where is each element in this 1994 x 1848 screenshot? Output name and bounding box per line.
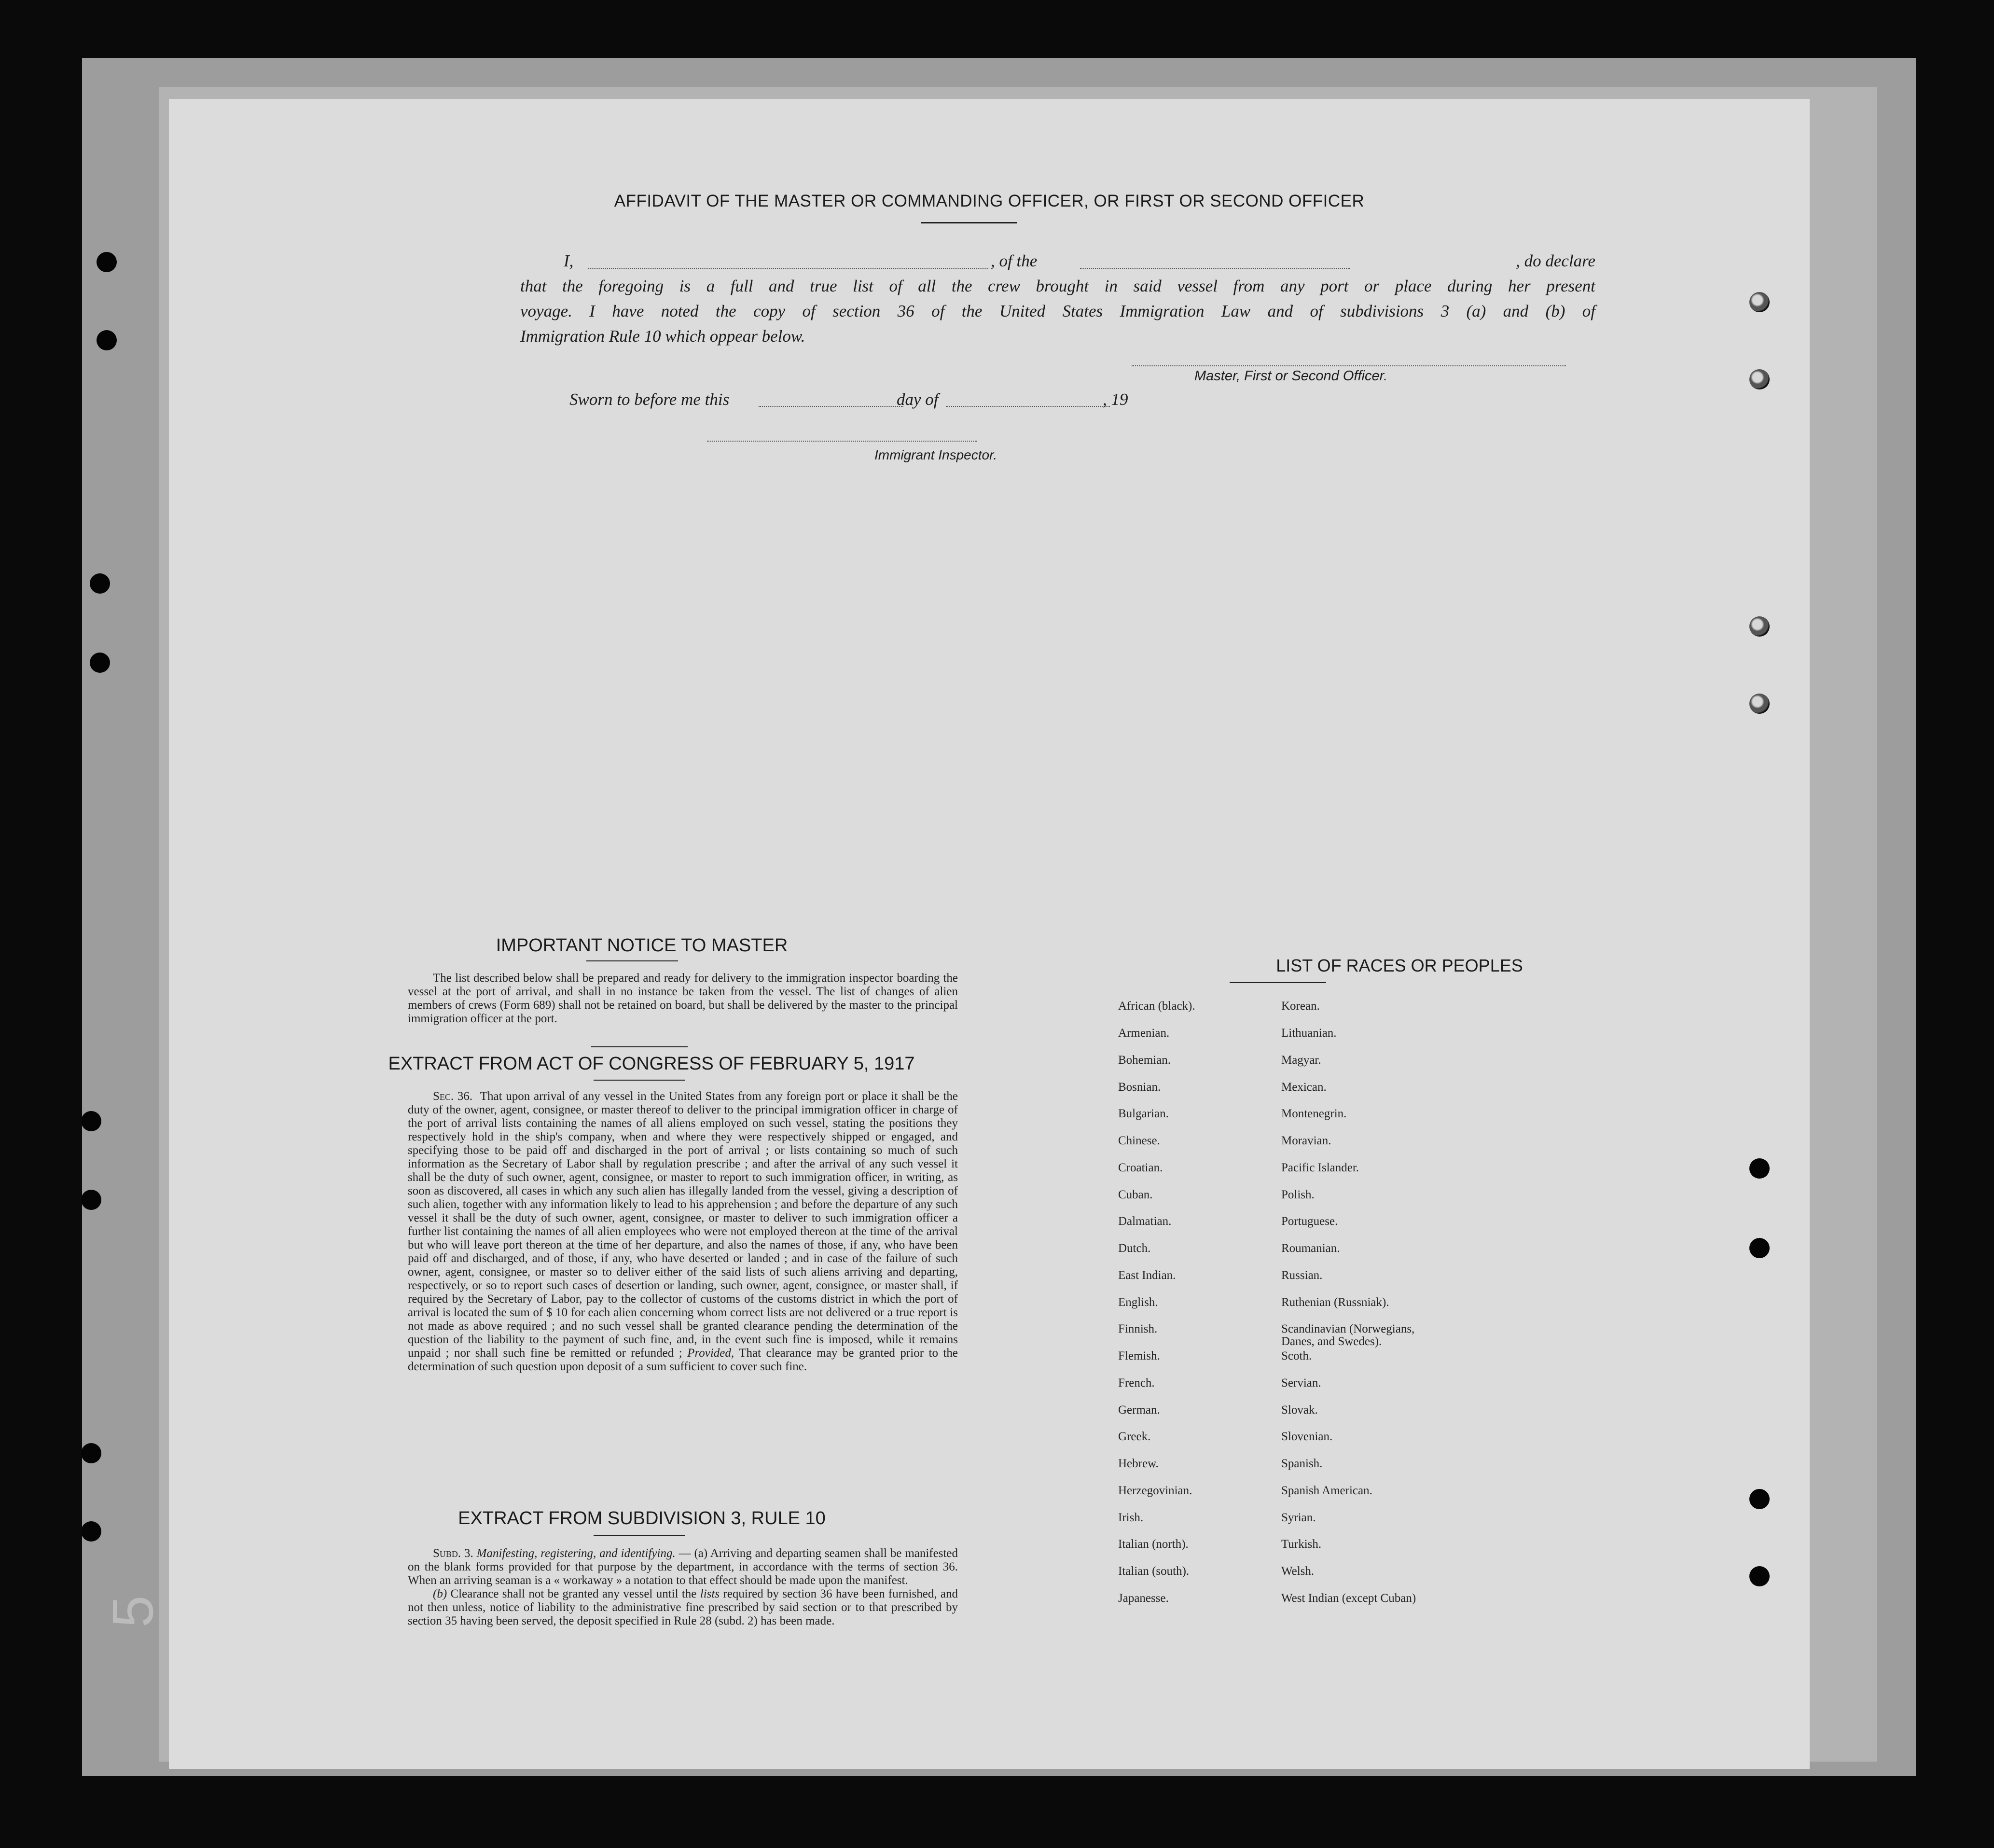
race-item: Italian (south). [1118,1565,1190,1578]
affidavit-line-1 [520,249,1595,274]
punch-hole [90,653,110,673]
act-title: EXTRACT FROM ACT OF CONGRESS OF FEBRUARY 5, 1917 [388,1054,915,1074]
affidavit-declare: , do declare [1516,251,1595,270]
notice-paragraph: The list described below shall be prepared and ready for delivery to the immigration inspector boarding the vessel at the port of arrival, and shall in no instance be taken from the vessel. The list of changes of alien members of crews (Form 689) shall not be retained on board, but shall be delivered by the master to the principal immigration officer at the port. [408,972,958,1025]
race-item: English. [1118,1296,1158,1309]
race-item: Flemish. [1118,1349,1160,1362]
punch-hole [1749,369,1770,389]
race-item: Scoth. [1281,1349,1312,1362]
notice-title-rule [586,960,678,961]
race-item: Armenian. [1118,1027,1170,1040]
affidavit-i: I, [564,251,574,270]
race-item: Italian (north). [1118,1538,1189,1551]
day-blank[interactable] [759,406,903,407]
notice-body [408,972,958,1026]
punch-hole [81,1443,101,1463]
day-of-text: day of [897,390,939,409]
para-b-lists: lists [700,1587,720,1600]
affidavit-text [520,249,1595,349]
affidavit-line-2: that the foregoing is a full and true list of all the crew brought in said vessel from any port or place during her present [520,277,1595,295]
race-item: Korean. [1281,1000,1320,1013]
punch-hole [81,1521,101,1542]
title-underline [921,222,1017,223]
race-item: East Indian. [1118,1269,1176,1282]
notice-end-rule [591,1046,688,1047]
race-item: Spanish. [1281,1457,1323,1470]
vessel-blank[interactable] [1080,268,1350,269]
subd-heading: Manifesting, registering, and identifying. [476,1547,676,1560]
subd-label: Subd. 3. [433,1547,473,1560]
races-title: LIST OF RACES OR PEOPLES [1276,956,1523,975]
race-item: African (black). [1118,1000,1195,1013]
race-item: Mexican. [1281,1081,1327,1094]
race-item: French. [1118,1376,1155,1389]
race-item: West Indian (except Cuban) [1281,1592,1416,1605]
act-title-rule [594,1080,685,1081]
race-item: German. [1118,1403,1160,1417]
punch-hole [1749,1566,1770,1586]
race-item: Bulgarian. [1118,1107,1169,1120]
margin-number: 5 [100,1595,166,1628]
section-label: Sec. 36. [433,1090,473,1103]
race-item: Syrian. [1281,1511,1316,1524]
punch-hole [1749,1489,1770,1509]
punch-hole [81,1111,101,1131]
punch-hole [1749,694,1770,714]
affidavit-line-3: voyage. I have noted the copy of section 36 of the United States Immigration Law and of subdivisions 3 (a) and (b) of [520,302,1595,320]
race-item: Russian. [1281,1269,1323,1282]
race-item: Dutch. [1118,1242,1151,1255]
act-paragraph [408,1090,958,1374]
master-label: Master, First or Second Officer. [1194,368,1388,384]
affidavit-of-the: , of the [991,251,1038,270]
sworn-text: Sworn to before me this [569,390,730,409]
rule-title: EXTRACT FROM SUBDIVISION 3, RULE 10 [458,1508,826,1528]
master-signature-blank[interactable] [1132,365,1566,366]
race-item: Finnish. [1118,1322,1158,1335]
para-b-text-1: Clearance shall not be granted any vessel until the [450,1587,697,1600]
punch-hole [90,573,110,594]
punch-hole [1749,1158,1770,1179]
race-item: Polish. [1281,1188,1315,1201]
punch-hole [1749,1238,1770,1258]
act-body [408,1090,958,1374]
affidavit-line-4: Immigration Rule 10 which oppear below. [520,327,805,346]
inspector-label: Immigrant Inspector. [874,447,997,462]
race-item: Dalmatian. [1118,1215,1172,1228]
rule-title-rule [594,1535,685,1536]
race-item: Ruthenian (Russniak). [1281,1296,1389,1309]
form-page [169,99,1810,1769]
rule-paragraph-b [408,1587,958,1628]
race-item: Pacific Islander. [1281,1161,1359,1174]
race-item: Magyar. [1281,1054,1321,1067]
para-a-intro: — (a) [679,1547,708,1560]
race-item: Portuguese. [1281,1215,1338,1228]
rule-body [408,1547,958,1628]
provided-word: Provided, [687,1347,734,1360]
para-b-label: (b) [433,1587,447,1600]
races-title-rule [1230,982,1326,983]
punch-hole [97,330,117,350]
race-item: Moravian. [1281,1134,1331,1147]
race-item: Welsh. [1281,1565,1315,1578]
race-item: Servian. [1281,1376,1321,1389]
race-item: Scandinavian (Norwegians, Danes, and Swedes). [1281,1322,1415,1348]
punch-hole [1749,616,1770,637]
punch-hole [81,1190,101,1210]
para-b-text-2: required by section 36 have been furnished, and not then unless, notice of liability to the administrative fine prescribed by said section or to that prescribed by section 35 having been served, the deposit specified in Rule 28 (subd. 2) has been made. [408,1587,958,1627]
race-item: Turkish. [1281,1538,1322,1551]
race-item: Greek. [1118,1430,1151,1443]
para-a-text: Arriving and departing seamen shall be manifested on the blank forms provided for that purpose by the department, in accordance with the terms of section 36. When an arriving seaman is a « workaway » a notation to that effect should be made upon the manifest. [408,1547,958,1587]
race-item: Cuban. [1118,1188,1153,1201]
race-item: Japanesse. [1118,1592,1169,1605]
race-item: Irish. [1118,1511,1144,1524]
affidavit-title: AFFIDAVIT OF THE MASTER OR COMMANDING OFFICER, OR FIRST OR SECOND OFFICER [614,192,1365,210]
section-text: That upon arrival of any vessel in the United States from any foreign port or place it shall be the duty of the owner, agent, consignee, or master thereof to deliver to the principal immigration officer in charge of the port of arrival lists containing the names of all aliens employed on such vessel, stating the positions they respectively hold in the ship's company, when and where they were respectively shipped or engaged, and specifying those to be paid off and discharged in the port of arrival ; or lists containing so much of such information as the Secretary of Labor shall by regulation prescribe ; and after the arrival of any such vessel it shall be the duty of such owner, agent, consignee, or master to report to such immigration officer, in writing, as soon as discovered, all cases in which any such alien has illegally landed from the vessel, giving a description of such alien, together with any information likely to lead to his apprehension ; and before the departure of any such vessel it shall be the duty of such owner, agent, consignee, or master to deliver to such immigration officer a further list containing the names of all alien employees who were not employed thereon at the time of the arrival but who will leave port thereon at the time of her departure, and also the names of those, if any, who have been paid off and discharged, and of those, if any, who have deserted or landed ; and in case of the failure of such owner, agent, consignee, or master so to deliver either of the said lists of such aliens arriving and departing, respectively, or so to report such cases of desertion or landing, such owner, agent, consignee, or master shall, if required by the Secretary of Labor, pay to the collector of customs of the customs district in which the port of arrival is located the sum of $ 10 for each alien concerning whom correct lists are not delivered or a true report is not made as above required ; and no such vessel shall be granted clearance pending the determination of the question of the liability to the payment of such fine, and, in the event such fine is imposed, while it remains unpaid ; nor shall such fine be remitted or refunded ; [408,1090,958,1360]
race-item: Spanish American. [1281,1484,1372,1497]
name-blank[interactable] [588,268,988,269]
race-item: Montenegrin. [1281,1107,1347,1120]
punch-hole [1749,292,1770,312]
race-item: Lithuanian. [1281,1027,1337,1040]
race-item: Roumanian. [1281,1242,1340,1255]
inspector-signature-blank[interactable] [707,441,977,442]
race-item: Slovak. [1281,1403,1318,1417]
section-text-end: That clearance may be granted prior to the determination of such question upon deposit of a sum sufficient to cover such fine. [408,1347,958,1373]
year-prefix: , 19 [1103,390,1128,409]
race-item: Slovenian. [1281,1430,1333,1443]
punch-hole [97,252,117,272]
race-item: Bohemian. [1118,1054,1171,1067]
rule-paragraph-a [408,1547,958,1587]
race-item: Croatian. [1118,1161,1163,1174]
race-item: Herzegovinian. [1118,1484,1192,1497]
race-item: Chinese. [1118,1134,1160,1147]
race-item: Hebrew. [1118,1457,1159,1470]
race-item: Bosnian. [1118,1081,1161,1094]
notice-title: IMPORTANT NOTICE TO MASTER [496,935,788,956]
month-blank[interactable] [946,406,1110,407]
